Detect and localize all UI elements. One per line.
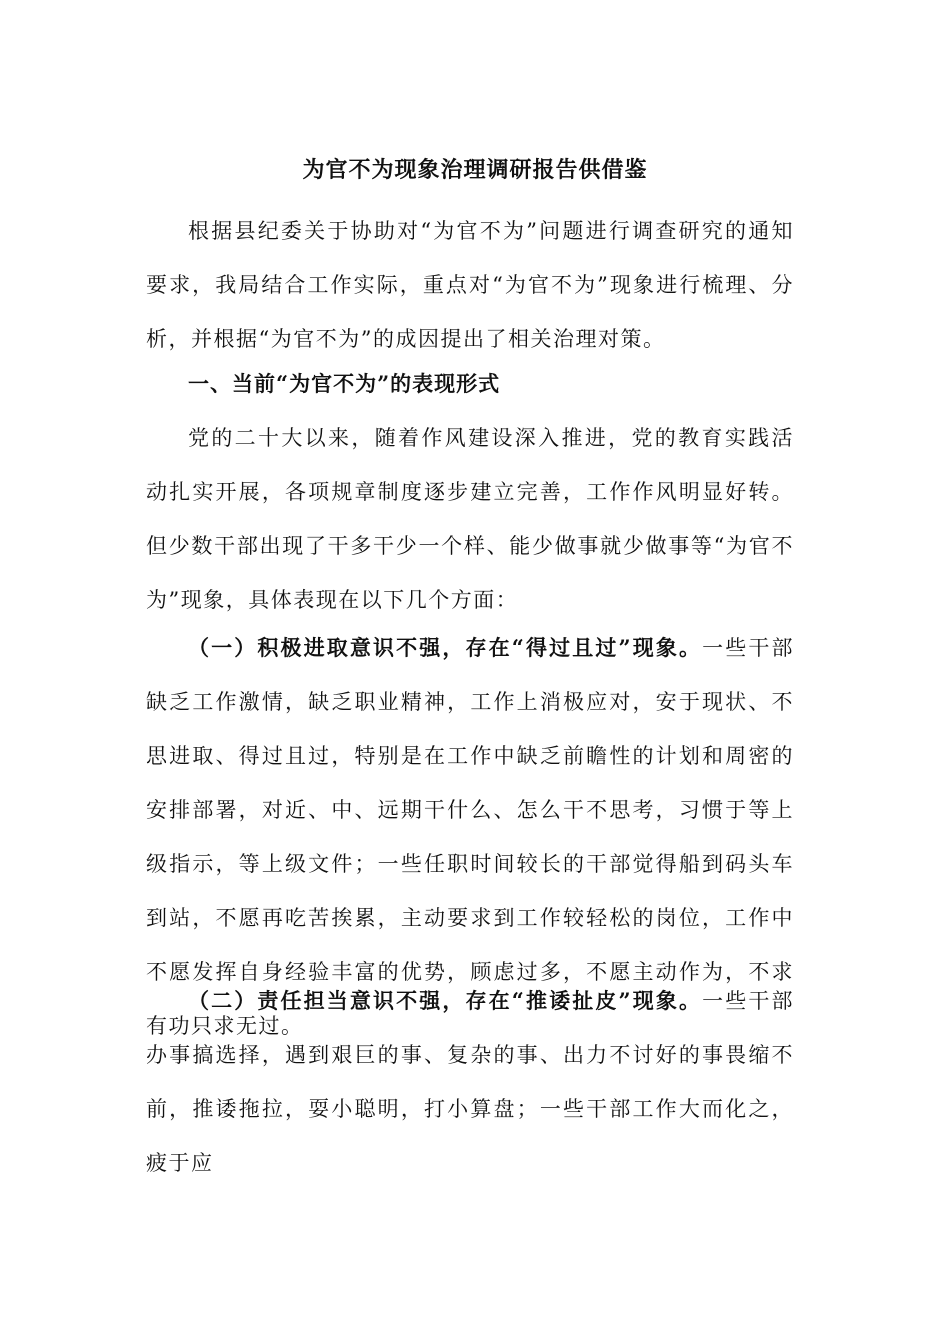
item-1-body: 一些干部缺乏工作激情，缺乏职业精神，工作上消极应对，安于现状、不思进取、得过且过，特别是在工作中缺乏前瞻性的计划和周密的安排部署，对近、中、远期干什么、怎么干不思考，习惯于等上级指示，等上级文件；一些任职时间较长的干部觉得船到码头车到站，不愿再吃苦挨累，主动要求到工作较轻松的岗位，工作中不愿发挥自身经验丰富的优势，顾虑过多，不愿主动作为，不求有功只求无过。	[146, 636, 794, 1038]
section-1-paragraph: 党的二十大以来，随着作风建设深入推进，党的教育实践活动扎实开展，各项规章制度逐步建立完善，工作作风明显好转。但少数干部出现了干多干少一个样、能少做事就少做事等“为官不为”现象，具体表现在以下几个方面：	[146, 426, 794, 612]
intro-paragraph: 根据县纪委关于协助对“为官不为”问题进行调查研究的通知要求，我局结合工作实际，重点对“为官不为”现象进行梳理、分析，并根据“为官不为”的成因提出了相关治理对策。	[146, 219, 794, 351]
section-heading-1: 一、当前“为官不为”的表现形式	[188, 371, 501, 396]
item-2-body: 一些干部办事搞选择，遇到艰巨的事、复杂的事、出力不讨好的事畏缩不前，推诿拖拉，耍小聪明，打小算盘；一些干部工作大而化之，疲于应	[146, 989, 794, 1175]
item-2-lead: （二）责任担当意识不强，存在“推诿扯皮”现象。	[188, 988, 703, 1013]
item-1-lead: （一）积极进取意识不强，存在“得过且过”现象。	[188, 635, 703, 660]
document-title: 为官不为现象治理调研报告供借鉴	[302, 157, 648, 183]
item-2-paragraph	[146, 974, 794, 1190]
